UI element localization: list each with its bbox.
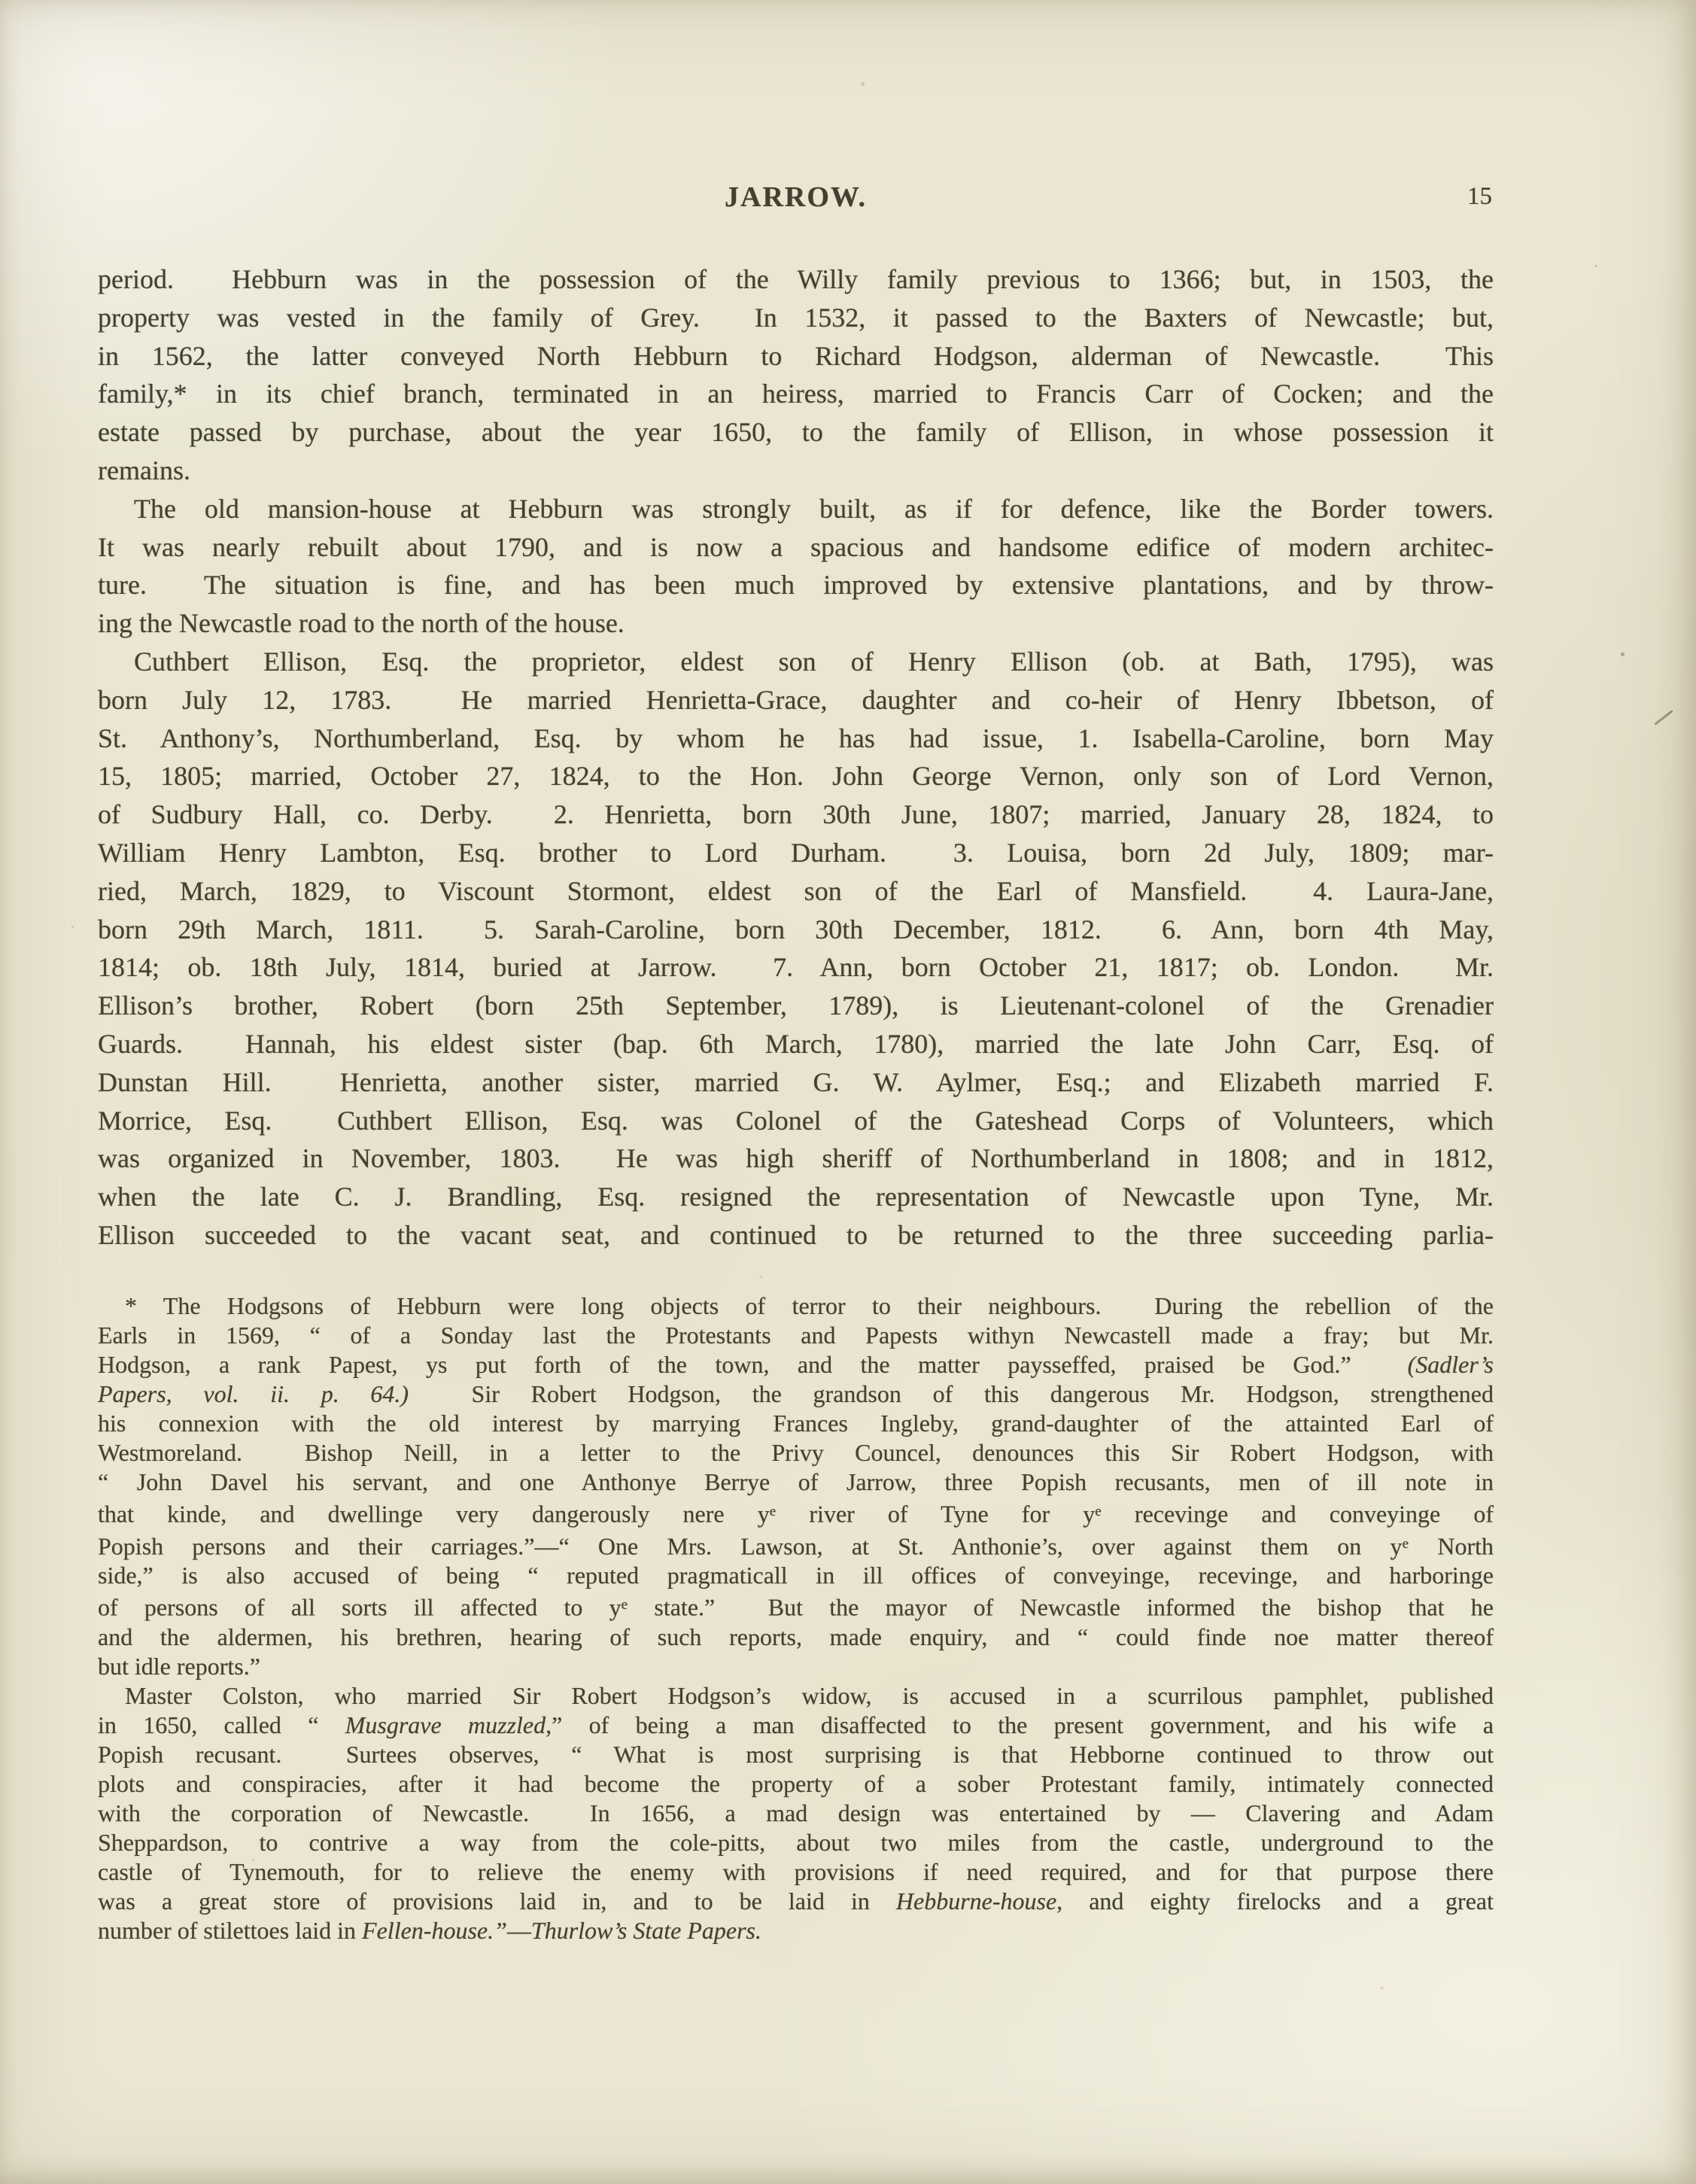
text-line: side,” is also accused of being “ reputed pragmaticall in ill offices of conveyinge, recevinge, and harboringe [98,1562,1494,1589]
text-line: ried, March, 1829, to Viscount Stormont, eldest son of the Earl of Mansfield. 4. Laura-Jane, [98,875,1494,906]
superscript-text: e [769,1504,777,1519]
text-segment: Popish persons and their carriages.”—“ One Mrs. Lawson, at St. Anthonie’s, over against them on y [98,1532,1403,1560]
text-line: property was vested in the family of Grey. In 1532, it passed to the Baxters of Newcastle; but, [98,302,1494,333]
text-segment: Hodgson, a rank Papest, ys put forth of the town, and the matter paysseffed, praised be God.” [98,1351,1408,1378]
text-line: 1814; ob. 18th July, 1814, buried at Jarrow. 7. Ann, born October 21, 1817; ob. London. Mr. [98,952,1494,983]
paragraph [98,643,1494,1255]
text-line: 15, 1805; married, October 27, 1824, to the Hon. John George Vernon, only son of Lord Vernon, [98,761,1494,792]
page-header [98,181,1494,223]
text-line: born July 12, 1783. He married Henrietta-Grace, daughter and co-heir of Henry Ibbetson, of [98,684,1494,715]
text-line: remains. [98,455,190,485]
text-line [98,1350,1494,1379]
text-segment: Sir Robert Hodgson, the grandson of this dangerous Mr. Hodgson, strengthened [409,1380,1494,1407]
running-title: JARROW. [725,181,867,213]
text-segment: in 1650, called “ [98,1711,345,1738]
superscript-text: e [621,1597,628,1614]
text-line: Dunstan Hill. Henrietta, another sister, married G. W. Aylmer, Esq.; and Elizabeth married F. [98,1066,1494,1097]
paper-specks [0,0,2,2]
text-line [98,1529,1494,1562]
text-line: but idle reports.” [98,1652,260,1680]
italic-text: Fellen-house.” [362,1916,507,1944]
text-line: Ellison succeeded to the vacant seat, and continued to be returned to the three succeeding parlia- [98,1219,1494,1250]
text-segment: , and eighty firelocks and a great [1056,1887,1494,1915]
text-segment: recevinge and conveyinge of [1101,1500,1494,1528]
text-line: family,* in its chief branch, terminated in an heiress, married to Francis Carr of Cocken; and the [98,379,1494,409]
text-line: and the aldermen, his brethren, hearing of such reports, made enquiry, and “ could finde noe matter thereof [98,1623,1494,1650]
text-line [98,1379,1494,1409]
text-segment: that kinde, and dwellinge very dangerously nere y [98,1500,770,1528]
footnote-text [98,1291,1494,1945]
text-line [98,1497,1494,1529]
italic-text: Musgrave muzzled [345,1711,546,1738]
text-line: estate passed by purchase, about the year 1650, to the family of Ellison, in whose possession it [98,417,1494,448]
paragraph [98,1291,1494,1681]
text-line: Cuthbert Ellison, Esq. the proprietor, eldest son of Henry Ellison (ob. at Bath, 1795), was [134,646,1494,677]
text-line [98,1887,1494,1916]
text-line: Westmoreland. Bishop Neill, in a letter to the Privy Councel, denounces this Sir Robert Hodgson, with [98,1439,1494,1466]
italic-text: Thurlow’s State Papers. [530,1916,761,1944]
text-line: Ellison’s brother, Robert (born 25th September, 1789), is Lieutenant-colonel of the Grenadier [98,990,1494,1021]
italic-text: Papers, vol. ii. p. 64.) [98,1380,409,1407]
text-line: Sheppardson, to contrive a way from the cole-pitts, about two miles from the castle, underground to the [98,1828,1494,1856]
italic-text: (Sadler’s [1407,1351,1494,1378]
text-segment: ,” of being a man disaffected to the present government, and his wife a [546,1711,1494,1738]
text-line: The old mansion-house at Hebburn was strongly built, as if for defence, like the Border towers. [134,493,1494,524]
text-line: “ John Davel his servant, and one Anthonye Berrye of Jarrow, three Popish recusants, men of ill note in [98,1468,1494,1495]
superscript-text: e [1095,1504,1102,1519]
paragraph [98,260,1494,490]
text-line [98,1711,1494,1740]
italic-text: Hebburne-house [895,1887,1057,1915]
text-line: when the late C. J. Brandling, Esq. resigned the representation of Newcastle upon Tyne, Mr. [98,1182,1494,1212]
text-line: Earls in 1569, “ of a Sonday last the Protestants and Papests withyn Newcastell made a fray; but Mr. [98,1322,1494,1349]
main-text [98,260,1494,1255]
text-line: William Henry Lambton, Esq. brother to Lord Durham. 3. Louisa, born 2d July, 1809; mar- [98,837,1494,868]
text-line: ture. The situation is fine, and has been much improved by extensive plantations, and by throw- [98,570,1494,601]
text-line: Morrice, Esq. Cuthbert Ellison, Esq. was Colonel of the Gateshead Corps of Volunteers, which [98,1105,1494,1136]
text-segment: North [1409,1532,1494,1560]
paragraph [98,490,1494,643]
page-number: 15 [1467,183,1492,210]
text-line: with the corporation of Newcastle. In 1656, a mad design was entertained by — Clavering and Adam [98,1799,1494,1827]
text-line: of Sudbury Hall, co. Derby. 2. Henrietta, born 30th June, 1807; married, January 28, 1824, to [98,799,1494,830]
text-line: It was nearly rebuilt about 1790, and is now a spacious and handsome edifice of modern architec- [98,531,1494,562]
text-line: plots and conspiracies, after it had become the property of a sober Protestant family, intimately connected [98,1769,1494,1797]
text-segment: was a great store of provisions laid in, and to be laid in [98,1887,896,1915]
text-line: his connexion with the old interest by marrying Frances Ingleby, grand-daughter of the attainted Earl of [98,1410,1494,1437]
text-line: castle of Tynemouth, for to relieve the enemy with provisions if need required, and for that purpose there [98,1857,1494,1885]
text-segment: state.” But the mayor of Newcastle informed the bishop that he [628,1593,1494,1621]
paragraph [98,1681,1494,1945]
text-segment: river of Tyne for y [776,1500,1096,1528]
text-segment: — [506,1916,531,1944]
superscript-text: e [1402,1535,1409,1552]
text-segment: number of stilettoes laid in [98,1916,363,1944]
text-segment: of persons of all sorts ill affected to y [98,1593,622,1621]
text-line: Guards. Hannah, his eldest sister (bap. 6th March, 1780), married the late John Carr, Esq. of [98,1028,1494,1059]
text-line: Master Colston, who married Sir Robert Hodgson’s widow, is accused in a scurrilous pamphlet, published [125,1681,1494,1709]
text-line [98,1916,1494,1945]
text-line: was organized in November, 1803. He was high sheriff of Northumberland in 1808; and in 1812, [98,1143,1494,1174]
text-line: in 1562, the latter conveyed North Hebburn to Richard Hodgson, alderman of Newcastle. This [98,340,1494,371]
text-line: born 29th March, 1811. 5. Sarah-Caroline, born 30th December, 1812. 6. Ann, born 4th May, [98,914,1494,944]
text-line [98,1590,1494,1623]
text-line: * The Hodgsons of Hebburn were long objects of terror to their neighbours. During the rebellion of the [125,1292,1494,1319]
text-line: period. Hebburn was in the possession of the Willy family previous to 1366; but, in 1503, the [98,264,1494,294]
text-line: St. Anthony’s, Northumberland, Esq. by whom he has had issue, 1. Isabella-Caroline, born May [98,722,1494,753]
text-line: ing the Newcastle road to the north of the house. [98,608,625,639]
pen-mark [1654,710,1673,725]
text-line: Popish recusant. Surtees observes, “ What is most surprising is that Hebborne continued to throw out [98,1740,1494,1768]
